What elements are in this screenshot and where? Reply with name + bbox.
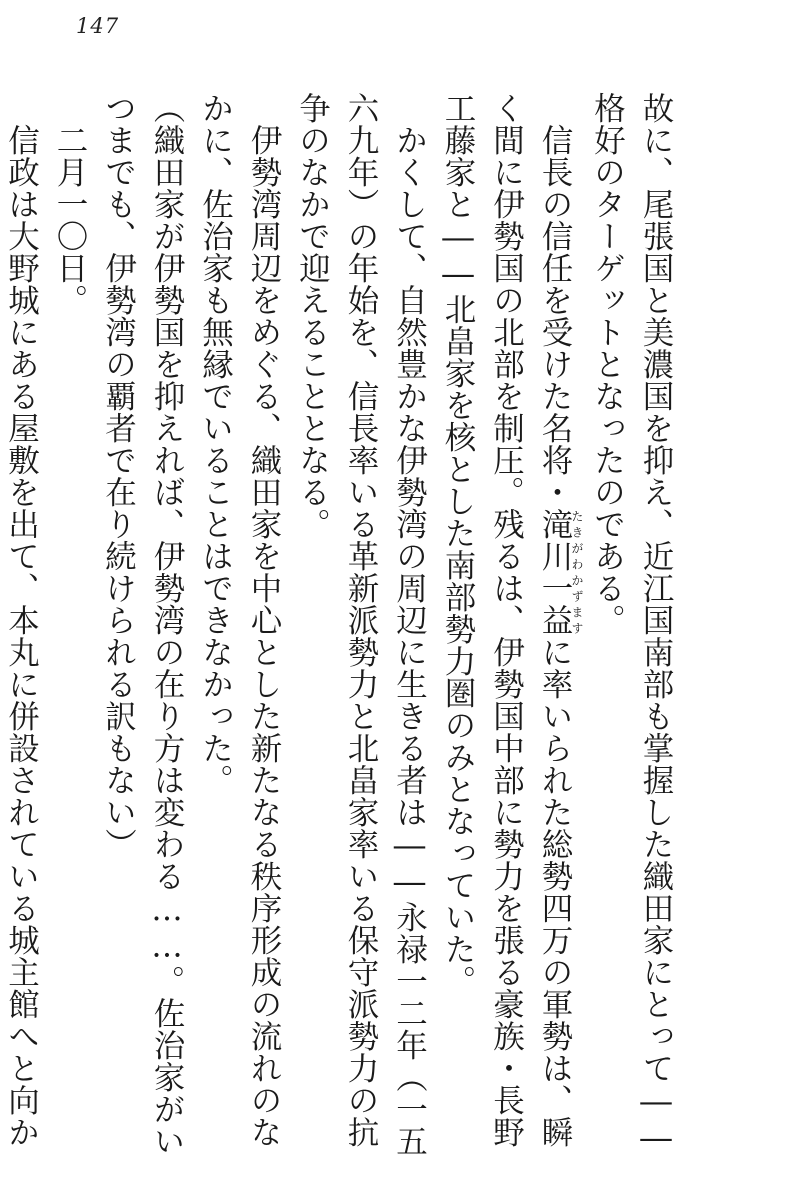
vertical-text-body <box>3 92 680 1172</box>
ruby-base: 滝川一益 <box>537 507 573 636</box>
ruby-reading: たきがわかずます <box>570 507 584 636</box>
paragraph-date: 二月一〇日。 <box>52 123 88 316</box>
paragraph-text-before: 信長の信任を受けた名将・ <box>537 123 573 508</box>
paragraph: 故に、尾張国と美濃国を抑え、近江国南部も掌握した織田家にとって――格好のターゲットとなったのである。 <box>589 92 674 1157</box>
paragraph: 信政は大野城にある屋敷を出て、本丸に併設されている城主館へと向か <box>3 123 40 1148</box>
page-number: 147 <box>76 14 120 38</box>
ruby-annotation <box>537 507 584 636</box>
paragraph-inner-thought: （織田家が伊勢国を抑えれば、伊勢湾の在り方は変わる……。佐治家がいつまでも、伊勢湾の覇者で在り続けられる訳もない） <box>100 92 185 1157</box>
paragraph: かくして、自然豊かな伊勢湾の周辺に生きる者は――永禄一二年（一五六九年）の年始を、信長率いる革新派勢力と北畠家率いる保守派勢力の抗争のなかで迎えることとなる。 <box>294 92 428 1157</box>
paragraph: 伊勢湾周辺をめぐる、織田家を中心とした新たなる秩序形成の流れのなかに、佐治家も無縁でいることはできなかった。 <box>197 92 282 1148</box>
paragraph-text-after: に率いられた総勢四万の軍勢は、瞬く間に伊勢国の北部を制圧。残るは、伊勢国中部に勢力を張る豪族・長野工藤家と――北畠家を核とした南部勢力圏のみとなっていた。 <box>440 92 573 1148</box>
paragraph-with-ruby <box>434 92 584 1172</box>
